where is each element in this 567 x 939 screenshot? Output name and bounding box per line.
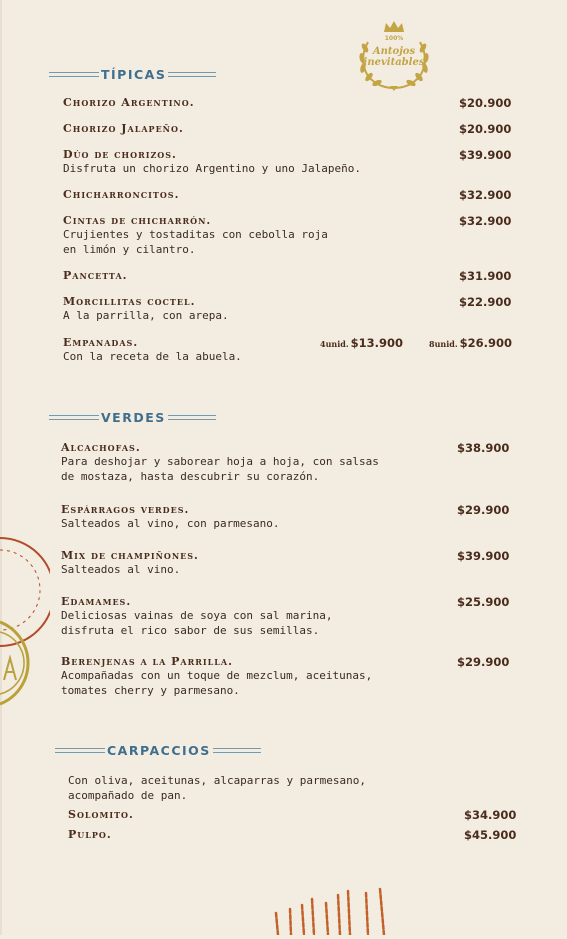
item-description: en limón y cilantro. (63, 243, 196, 256)
decorative-rule (213, 748, 261, 753)
item-price: $32.900 (459, 188, 512, 202)
antojos-badge: 100% Antojos inevitables (354, 20, 434, 92)
item-name: Edamames. (61, 595, 132, 608)
item-price-4-units: 4unid. $13.900 (320, 336, 404, 350)
menu-item (63, 96, 195, 109)
item-price: $25.900 (457, 595, 510, 609)
decorative-rule (168, 415, 216, 420)
item-description: Deliciosas vainas de soya con sal marina, (61, 609, 333, 622)
intro-line: acompañado de pan. (68, 789, 188, 802)
item-description: disfruta el rico sabor de sus semillas. (61, 624, 320, 637)
item-price: $32.900 (459, 214, 512, 228)
section-title: TÍPICAS (101, 66, 167, 82)
item-description: Crujientes y tostaditas con cebolla roja (63, 228, 328, 241)
page-edge (0, 0, 2, 935)
menu-item (63, 214, 328, 257)
item-name: Alcachofas. (61, 441, 141, 454)
item-description: Acompañadas con un toque de mezclum, aceitunas, (61, 669, 373, 682)
section-header-verdes (49, 410, 216, 424)
section-header-tipicas (49, 67, 216, 81)
decorative-rule (49, 415, 99, 420)
section-intro (68, 773, 366, 803)
item-price: $39.900 (459, 148, 512, 162)
item-description: A la parrilla, con arepa. (63, 309, 229, 322)
item-description: tomates cherry y parmesano. (61, 684, 240, 697)
badge-text: Antojos inevitables (363, 46, 425, 68)
item-description: de mostaza, hasta descubrir su corazón. (61, 470, 320, 483)
item-name: Chorizo Argentino. (63, 96, 195, 109)
menu-item (63, 122, 184, 135)
item-name: Dúo de chorizos. (63, 148, 177, 161)
menu-item (61, 441, 379, 484)
item-price: $34.900 (464, 808, 517, 822)
item-name: Chorizo Jalapeño. (63, 122, 184, 135)
item-name: Espárragos verdes. (61, 503, 190, 516)
item-price: $22.900 (459, 295, 512, 309)
menu-item (61, 549, 199, 577)
item-name: Chicharroncitos. (63, 188, 180, 201)
menu-item (63, 188, 179, 201)
fork-strokes-decoration-icon (268, 885, 398, 935)
intro-line: Con oliva, aceitunas, alcaparras y parmesano, (68, 774, 367, 787)
item-name: Solomito. (68, 808, 134, 821)
item-price: $45.900 (464, 828, 517, 842)
item-price: $38.900 (457, 441, 510, 455)
item-description: Con la receta de la abuela. (63, 350, 242, 363)
item-description: Disfruta un chorizo Argentino y uno Jalapeño. (63, 162, 362, 175)
menu-item (63, 336, 242, 364)
item-description: Para deshojar y saborear hoja a hoja, con salsas (61, 455, 379, 468)
menu-item (61, 503, 280, 531)
item-price: $20.900 (459, 122, 512, 136)
decorative-rule (55, 748, 105, 753)
menu-item (61, 595, 333, 638)
item-price: $39.900 (457, 549, 510, 563)
item-name: Empanadas. (63, 336, 139, 349)
item-name: Pulpo. (68, 828, 112, 841)
stamp-decoration-icon (0, 530, 50, 710)
item-name: Cintas de chicharrón. (63, 214, 212, 227)
menu-item (63, 295, 229, 323)
section-header-carpaccios (55, 743, 261, 757)
item-price: $31.900 (459, 269, 512, 283)
menu-item (68, 808, 134, 821)
item-name: Morcillitas coctel. (63, 295, 196, 308)
item-price: $29.900 (457, 503, 510, 517)
item-price: $20.900 (459, 96, 512, 110)
decorative-rule (168, 72, 216, 77)
item-description: Salteados al vino. (61, 563, 181, 576)
item-name: Mix de champiñones. (61, 549, 199, 562)
item-price: $29.900 (457, 655, 510, 669)
menu-item (68, 828, 112, 841)
item-name: Pancetta. (63, 269, 128, 282)
decorative-rule (49, 72, 99, 77)
menu-item (63, 269, 127, 282)
menu-item (61, 655, 372, 698)
section-title: VERDES (101, 409, 166, 425)
item-price-8-units: 8unid. $26.900 (429, 336, 513, 350)
menu-item (63, 148, 361, 176)
item-description: Salteados al vino, con parmesano. (61, 517, 280, 530)
item-name: Berenjenas a la Parrilla. (61, 655, 233, 668)
section-title: CARPACCIOS (107, 742, 211, 758)
